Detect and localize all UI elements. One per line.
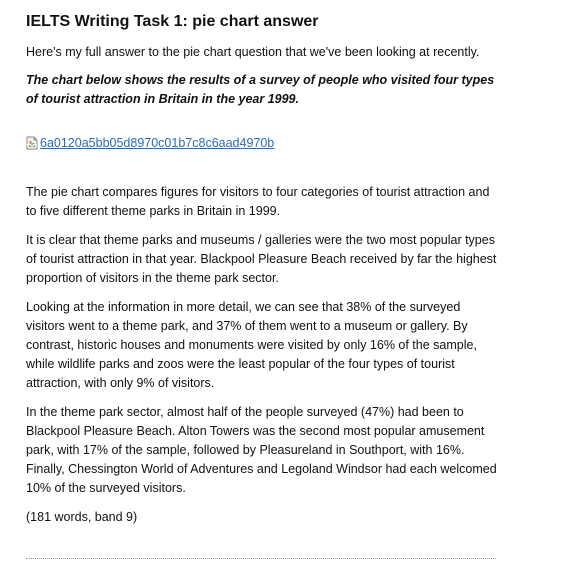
paragraph-detail-categories: Looking at the information in more detail, we can see that 38% of the surveyed visitors went to a theme park, and 37% of them went to a museum or gallery. By contrast, historic houses and monuments were visited by only 16% of the sample, while wildlife parks and zoos were the least popular of the four types of tourist attraction, with only 9% of visitors. <box>26 300 477 390</box>
chart-image-link[interactable] <box>26 133 500 153</box>
paragraph-overview: It is clear that theme parks and museums / galleries were the two most popular types of tourist attraction in that year. Blackpool Pleasure Beach received by far the highest proportion of visitors in the theme park sector. <box>26 233 497 285</box>
task-prompt: The chart below shows the results of a survey of people who visited four types of tourist attraction in Britain in the year 1999. <box>26 73 495 106</box>
broken-image-icon <box>26 136 38 150</box>
footer-divider <box>26 558 496 559</box>
page-title: IELTS Writing Task 1: pie chart answer <box>26 13 319 30</box>
paragraph-overview-intro: The pie chart compares figures for visitors to four categories of tourist attraction and to five different theme parks in Britain in 1999. <box>26 185 490 218</box>
paragraph-detail-theme-parks: In the theme park sector, almost half of the people surveyed (47%) had been to Blackpool Pleasure Beach. Alton Towers was the second most popular amusement park, with 17% of the sample, followed by Pleasureland in Southport, with 16%. Finally, Chessington World of Adventures and Legoland Windsor had each welcomed 10% of the surveyed visitors. <box>26 405 497 495</box>
chart-image-alt-text: 6a0120a5bb05d8970c01b7c8c6aad4970b <box>40 136 275 150</box>
intro-paragraph: Here's my full answer to the pie chart question that we've been looking at recently. <box>26 45 480 59</box>
word-count-note: (181 words, band 9) <box>26 510 138 524</box>
